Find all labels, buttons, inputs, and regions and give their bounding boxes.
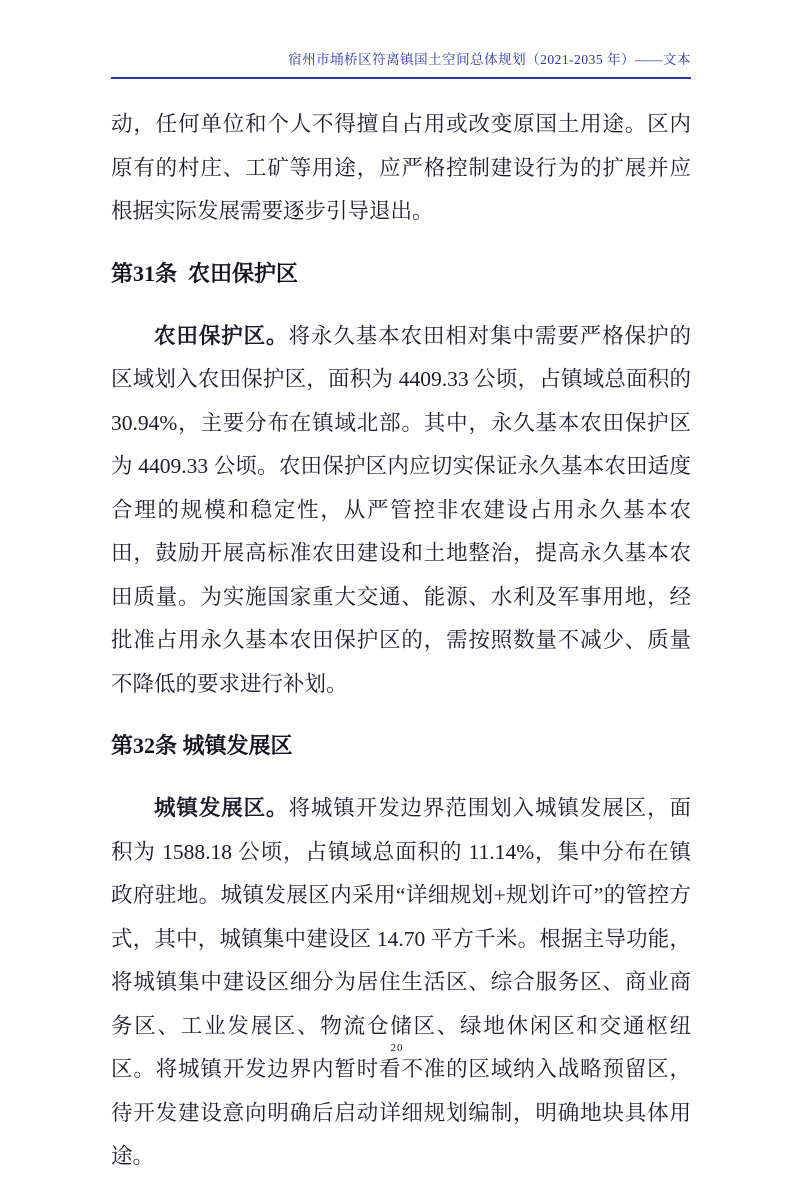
header-title: 宿州市埇桥区符离镇国土空间总体规划（2021-2035 年）——文本 xyxy=(288,52,691,67)
section-paragraph-article-31 xyxy=(111,315,691,707)
section-lead-article-32: 城镇发展区。 xyxy=(154,796,289,820)
section-text-article-32: 将城镇开发边界范围划入城镇发展区，面积为 1588.18 公顷，占镇域总面积的 11.14%，集中分布在镇政府驻地。城镇发展区内采用“详细规划+规划许可”的管控方式，其中，城镇集中建设区 14.70 平方千米。根据主导功能，将城镇集中建设区细分为居住生活区、综合服务区、商业商务区、工业发展区、物流仓储区、绿地休闲区和交通枢纽区。将城镇开发边界内暂时看不准的区域纳入战略预留区，待开发建设意向明确后启动详细规划编制，明确地块具体用途。 xyxy=(111,796,691,1168)
page-footer xyxy=(0,1038,794,1056)
page-header xyxy=(111,0,691,79)
document-body xyxy=(111,79,691,1179)
section-heading-article-32: 第32条 城镇发展区 xyxy=(111,733,293,758)
section-lead-article-31: 农田保护区。 xyxy=(154,323,289,348)
section-heading-article-31: 第31条 农田保护区 xyxy=(111,260,299,286)
section-text-article-31: 将永久基本农田相对集中需要严格保护的区域划入农田保护区，面积为 4409.33 公顷，占镇域总面积的 30.94%，主要分布在镇域北部。其中，永久基本农田保护区为 4409.33 公顷。农田保护区内应切实保证永久基本农田适度合理的规模和稳定性，从严管控非农建设占用永久基本农田，鼓励开展高标准农田建设和土地整治，提高永久基本农田质量。为实施国家重大交通、能源、水利及军事用地，经批准占用永久基本农田保护区的，需按照数量不减少、质量不降低的要求进行补划。 xyxy=(111,323,691,696)
page-number: 20 xyxy=(390,1042,404,1054)
intro-paragraph: 动，任何单位和个人不得擅自占用或改变原国土用途。区内原有的村庄、工矿等用途，应严格控制建设行为的扩展并应根据实际发展需要逐步引导退出。 xyxy=(111,112,691,223)
section-paragraph-article-32 xyxy=(111,787,691,1179)
